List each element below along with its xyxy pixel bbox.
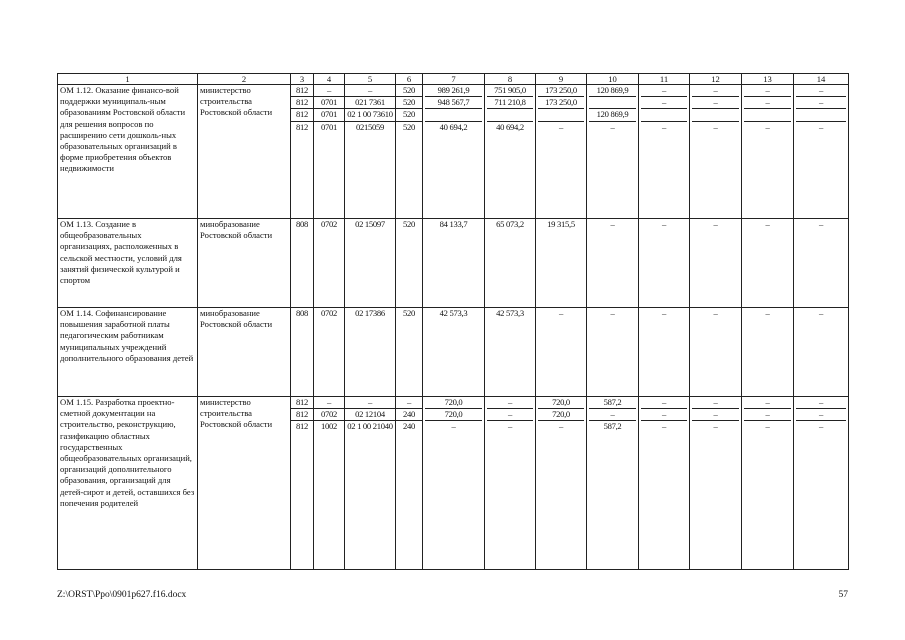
value-cell: [690, 397, 742, 570]
cell-line: 812: [291, 109, 313, 121]
cell-line: –: [662, 308, 666, 318]
cell-line: –: [692, 409, 739, 421]
footer-page-number: 57: [838, 590, 848, 600]
cell-line: 021 7361: [345, 97, 395, 109]
cell-line: [538, 109, 584, 121]
cell-line: [425, 109, 482, 121]
cell-line: 0702: [321, 219, 337, 229]
cell-line: –: [589, 409, 636, 421]
cell-line: –: [796, 397, 846, 409]
measure-name-cell: ОМ 1.14. Софинансирование повышения заработной платы педагогическим работникам муниципальных учреждений дополнительного образования детей: [58, 308, 198, 397]
value-cell: [396, 308, 423, 397]
cell-line: –: [819, 219, 823, 229]
table-body: [58, 85, 849, 570]
cell-line: 42 573,3: [496, 308, 524, 318]
value-cell: [314, 219, 345, 308]
cell-line: 0702: [321, 308, 337, 318]
value-cell: [485, 219, 536, 308]
cell-line: 812: [291, 409, 313, 421]
cell-line: 587,2: [589, 397, 636, 409]
cell-line: –: [692, 397, 739, 409]
cell-line: 520: [396, 97, 422, 109]
cell-line: –: [641, 409, 687, 421]
cell-line: –: [713, 121, 718, 132]
value-cell: [345, 397, 396, 570]
value-cell: [690, 308, 742, 397]
cell-line: –: [345, 85, 395, 97]
value-cell: [314, 308, 345, 397]
cell-line: –: [641, 85, 687, 97]
value-cell: [639, 397, 690, 570]
value-cell: [639, 219, 690, 308]
value-cell: [742, 308, 794, 397]
cell-line: 720,0: [538, 397, 584, 409]
cell-line: 0215059: [356, 121, 384, 132]
cell-line: –: [744, 97, 791, 109]
cell-line: –: [662, 421, 666, 432]
cell-line: 40 694,2: [496, 121, 524, 132]
cell-line: 720,0: [425, 409, 482, 421]
cell-line: –: [314, 85, 344, 97]
value-cell: [536, 219, 587, 308]
cell-line: –: [744, 409, 791, 421]
cell-line: –: [451, 421, 456, 432]
cell-line: 520: [403, 219, 415, 229]
cell-line: 0701: [314, 97, 344, 109]
value-cell: [639, 308, 690, 397]
value-cell: [742, 85, 794, 219]
cell-line: 42 573,3: [439, 308, 468, 318]
cell-line: 520: [403, 121, 415, 132]
footer-file-path: Z:\ORST\Ppo\0901p627.f16.docx: [57, 590, 187, 600]
cell-line: 808: [296, 219, 308, 229]
cell-line: –: [559, 121, 563, 132]
value-cell: [291, 308, 314, 397]
cell-line: 173 250,0: [538, 85, 584, 97]
value-cell: [794, 308, 849, 397]
cell-line: –: [314, 397, 344, 409]
cell-line: –: [345, 397, 395, 409]
column-header: 1: [58, 74, 198, 85]
cell-line: 520: [403, 308, 415, 318]
cell-line: 587,2: [603, 421, 622, 432]
cell-line: –: [396, 397, 422, 409]
table-row: [58, 397, 849, 570]
cell-line: –: [819, 308, 823, 318]
cell-line: 0701: [321, 121, 337, 132]
value-cell: [587, 219, 639, 308]
value-cell: [690, 85, 742, 219]
cell-line: 120 869,9: [589, 85, 636, 97]
cell-line: –: [819, 421, 823, 432]
cell-line: 812: [296, 121, 308, 132]
cell-line: –: [487, 409, 533, 421]
cell-line: 19 315,5: [547, 219, 575, 229]
cell-line: 720,0: [425, 397, 482, 409]
cell-line: [796, 109, 846, 121]
cell-line: 240: [396, 409, 422, 421]
column-number-row: [58, 74, 849, 85]
value-cell: [396, 85, 423, 219]
value-cell: [742, 397, 794, 570]
value-cell: [587, 85, 639, 219]
cell-line: 812: [291, 397, 313, 409]
value-cell: [345, 219, 396, 308]
cell-line: –: [662, 219, 666, 229]
cell-line: –: [796, 409, 846, 421]
value-cell: [536, 85, 587, 219]
executor-cell: минобразование Ростовской области: [198, 308, 291, 397]
measure-name-cell: ОМ 1.15. Разработка проектно-сметной документации на строительство, реконструкцию, газификацию областных государственных общеобразовательных организаций, организаций дополнительного образования, организаций для детей-сирот и детей, оставшихся без попечения родителей: [58, 397, 198, 570]
value-cell: [291, 85, 314, 219]
column-header: 3: [291, 74, 314, 85]
value-cell: [742, 219, 794, 308]
cell-line: 65 073,2: [496, 219, 524, 229]
value-cell: [794, 85, 849, 219]
cell-line: –: [819, 121, 823, 132]
value-cell: [536, 397, 587, 570]
cell-line: –: [559, 308, 563, 318]
value-cell: [345, 308, 396, 397]
table-row: [58, 219, 849, 308]
cell-line: 812: [291, 85, 313, 97]
cell-line: [487, 109, 533, 121]
cell-line: 520: [396, 109, 422, 121]
measure-name-cell: ОМ 1.12. Оказание финансо-вой поддержки муниципаль-ным образованиям Ростовской области для решения вопросов по расширению сети дошколь-ных образовательных организаций в форме приобретения объектов недвижимости: [58, 85, 198, 219]
cell-line: 240: [403, 421, 415, 432]
cell-line: 520: [396, 85, 422, 97]
cell-line: 812: [296, 421, 308, 432]
cell-line: –: [641, 397, 687, 409]
value-cell: [291, 219, 314, 308]
column-header: 5: [345, 74, 396, 85]
value-cell: [345, 85, 396, 219]
cell-line: 989 261,9: [425, 85, 482, 97]
cell-line: 1002: [321, 421, 337, 432]
cell-line: –: [765, 421, 770, 432]
cell-line: –: [692, 85, 739, 97]
cell-line: 948 567,7: [425, 97, 482, 109]
cell-line: –: [765, 308, 770, 318]
cell-line: 02 1 00 73610: [345, 109, 395, 121]
cell-line: –: [610, 121, 615, 132]
budget-table: [57, 73, 849, 570]
cell-line: 173 250,0: [538, 97, 584, 109]
value-cell: [485, 85, 536, 219]
value-cell: [587, 397, 639, 570]
cell-line: –: [641, 97, 687, 109]
column-header: 12: [690, 74, 742, 85]
column-header: 7: [423, 74, 485, 85]
value-cell: [485, 308, 536, 397]
column-header: 4: [314, 74, 345, 85]
value-cell: [423, 308, 485, 397]
value-cell: [536, 308, 587, 397]
cell-line: 0701: [314, 109, 344, 121]
value-cell: [794, 219, 849, 308]
column-header: 13: [742, 74, 794, 85]
cell-line: 808: [296, 308, 308, 318]
column-header: 14: [794, 74, 849, 85]
cell-line: 02 1 00 21040: [347, 421, 393, 432]
cell-line: 720,0: [538, 409, 584, 421]
cell-line: –: [487, 397, 533, 409]
cell-line: –: [796, 97, 846, 109]
cell-line: –: [713, 219, 718, 229]
cell-line: 02 15097: [355, 219, 385, 229]
table-row: [58, 85, 849, 219]
value-cell: [690, 219, 742, 308]
cell-line: 751 905,0: [487, 85, 533, 97]
table-row: [58, 308, 849, 397]
cell-line: –: [744, 85, 791, 97]
cell-line: [589, 97, 636, 109]
cell-line: –: [713, 421, 718, 432]
executor-cell: минобразование Ростовской области: [198, 219, 291, 308]
cell-line: 711 210,8: [487, 97, 533, 109]
value-cell: [396, 219, 423, 308]
cell-line: –: [713, 308, 718, 318]
executor-cell: министерство строительства Ростовской области: [198, 397, 291, 570]
column-header: 11: [639, 74, 690, 85]
column-header: 2: [198, 74, 291, 85]
cell-line: 40 694,2: [439, 121, 468, 132]
cell-line: 02 12104: [345, 409, 395, 421]
cell-line: –: [765, 219, 770, 229]
cell-line: 84 133,7: [439, 219, 468, 229]
value-cell: [794, 397, 849, 570]
value-cell: [639, 85, 690, 219]
cell-line: –: [610, 219, 615, 229]
value-cell: [291, 397, 314, 570]
column-header: 10: [587, 74, 639, 85]
cell-line: –: [692, 97, 739, 109]
value-cell: [314, 397, 345, 570]
value-cell: [587, 308, 639, 397]
value-cell: [423, 397, 485, 570]
cell-line: [692, 109, 739, 121]
value-cell: [396, 397, 423, 570]
cell-line: 120 869,9: [589, 109, 636, 121]
cell-line: 0702: [314, 409, 344, 421]
value-cell: [423, 85, 485, 219]
value-cell: [314, 85, 345, 219]
column-header: 6: [396, 74, 423, 85]
cell-line: 02 17386: [355, 308, 385, 318]
column-header: 9: [536, 74, 587, 85]
cell-line: [744, 109, 791, 121]
cell-line: –: [796, 85, 846, 97]
executor-cell: министерство строительства Ростовской области: [198, 85, 291, 219]
measure-name-cell: ОМ 1.13. Создание в общеобразовательных организациях, расположенных в сельской местности, условий для занятий физической культурой и спортом: [58, 219, 198, 308]
cell-line: [641, 109, 687, 121]
column-header: 8: [485, 74, 536, 85]
cell-line: –: [765, 121, 770, 132]
cell-line: 812: [291, 97, 313, 109]
cell-line: –: [662, 121, 666, 132]
cell-line: –: [559, 421, 563, 432]
cell-line: –: [508, 421, 512, 432]
value-cell: [485, 397, 536, 570]
cell-line: –: [744, 397, 791, 409]
value-cell: [423, 219, 485, 308]
cell-line: –: [610, 308, 615, 318]
